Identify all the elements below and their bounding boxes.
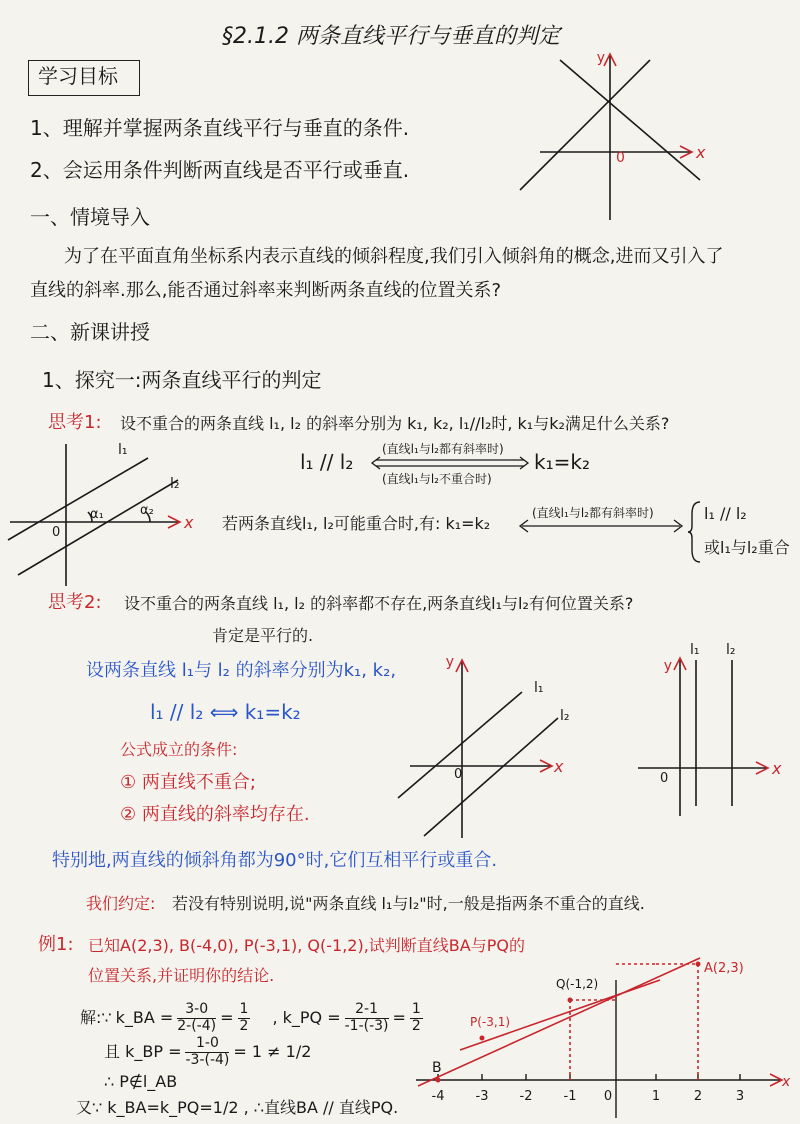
kbp-label: 且 k_BP = xyxy=(104,1042,182,1062)
line-up-right xyxy=(520,60,650,190)
tick-label: 0 xyxy=(603,1089,613,1104)
think1-parallel-graph xyxy=(0,440,210,590)
line-down-right xyxy=(560,60,700,180)
kba-res-num: 1 xyxy=(239,1001,249,1018)
l2-label: l₂ xyxy=(726,642,736,658)
agreement-label: 我们约定: xyxy=(86,894,156,913)
kpq-fraction xyxy=(345,1002,389,1034)
kbp-num: 1-0 xyxy=(185,1036,229,1052)
kba-den: 2-(-4) xyxy=(177,1017,217,1034)
origin-label: 0 xyxy=(616,150,625,166)
conclusion-line: 又∵ k_BA=k_PQ=1/2 , ∴直线BA // 直线PQ. xyxy=(76,1098,399,1117)
origin-label: 0 xyxy=(52,525,61,540)
think1-result2: 或l₁与l₂重合 xyxy=(704,538,790,557)
tick-label: -3 xyxy=(475,1089,489,1104)
x-label: x xyxy=(554,757,564,776)
conditions-heading: 公式成立的条件: xyxy=(120,740,238,759)
line-l2 xyxy=(424,718,558,836)
brace xyxy=(686,500,702,564)
point-b-label: B xyxy=(432,1060,442,1076)
tick-label: 1 xyxy=(651,1089,661,1104)
condition-2: ② 两直线的斜率均存在. xyxy=(120,804,310,825)
tick-label: 3 xyxy=(735,1089,745,1104)
kba-res-den: 2 xyxy=(239,1017,249,1034)
kpq-den: -1-(-3) xyxy=(344,1017,389,1034)
x-label: x xyxy=(782,1074,791,1090)
explore1-heading: 1、探究一:两条直线平行的判定 xyxy=(42,368,322,392)
l1-label: l₁ xyxy=(534,680,544,696)
x-label: x xyxy=(696,143,706,162)
solution-line2 xyxy=(104,1030,311,1074)
line-l1 xyxy=(398,692,522,798)
kba-eq: = xyxy=(220,1008,234,1028)
think1-line2-prefix: 若两条直线l₁, l₂可能重合时,有: k₁=k₂ xyxy=(222,514,491,533)
agreement-text: 若没有特别说明,说"两条直线 l₁与l₂"时,一般是指两条不重合的直线. xyxy=(172,894,645,913)
line-l2 xyxy=(18,480,178,575)
think2-answer: 肯定是平行的. xyxy=(212,626,314,645)
alpha2-label: α₂ xyxy=(140,503,154,518)
point-q-label: Q(-1,2) xyxy=(556,977,599,991)
x-label: x xyxy=(772,759,782,778)
l2-label: l₂ xyxy=(560,708,570,724)
line-l1 xyxy=(8,458,148,540)
line2-arrow xyxy=(518,520,684,532)
top-crossing-lines-graph xyxy=(520,50,740,230)
section1-text-line2: 直线的斜率.那么,能否通过斜率来判断两条直线的位置关系? xyxy=(30,280,501,301)
kba-label: k_BA = xyxy=(115,1008,174,1028)
think1-rhs: k₁=k₂ xyxy=(534,450,590,474)
tick-label: -2 xyxy=(519,1089,533,1104)
think1-line2-note: (直线l₁与l₂都有斜率时) xyxy=(532,506,654,520)
example-text-line2: 位置关系,并证明你的结论. xyxy=(88,966,275,985)
think2-question: 设不重合的两条直线 l₁, l₂ 的斜率都不存在,两条直线l₁与l₂有何位置关系? xyxy=(124,594,634,613)
example-label: 例1: xyxy=(38,934,74,955)
kpq-eq: = xyxy=(392,1008,406,1028)
x-label: x xyxy=(184,513,194,532)
kbp-fraction xyxy=(185,1036,229,1068)
section2-heading: 二、新课讲授 xyxy=(30,320,150,344)
kbp-den: -3-(-4) xyxy=(185,1051,230,1068)
example-text-line1: 已知A(2,3), B(-4,0), P(-3,1), Q(-1,2),试判断直线BA与PQ的 xyxy=(88,936,525,955)
l1-label: l₁ xyxy=(118,442,128,458)
objective-item-2: 2、会运用条件判断两直线是否平行或垂直. xyxy=(30,158,410,182)
l1-label: l₁ xyxy=(690,642,700,658)
objectives-heading: 学习目标 xyxy=(38,64,118,88)
tick-label: 2 xyxy=(693,1089,703,1104)
think1-result1: l₁ // l₂ xyxy=(704,504,747,523)
page-title: §2.1.2 两条直线平行与垂直的判定 xyxy=(222,24,560,49)
example-graph xyxy=(410,940,795,1120)
kbp-res: = 1 ≠ 1/2 xyxy=(233,1042,312,1062)
section1-heading: 一、情境导入 xyxy=(30,205,150,229)
think2-label: 思考2: xyxy=(48,592,102,613)
kba-num: 3-0 xyxy=(177,1002,216,1018)
kpq-res-num: 1 xyxy=(411,1001,421,1018)
special-note: 特别地,两直线的倾斜角都为90°时,它们互相平行或重合. xyxy=(52,850,498,871)
kpq-label: , k_PQ = xyxy=(272,1008,341,1028)
objective-item-1: 1、理解并掌握两条直线平行与垂直的条件. xyxy=(30,116,410,140)
y-label: y xyxy=(445,654,454,670)
think1-question: 设不重合的两条直线 l₁, l₂ 的斜率分别为 k₁, k₂, l₁//l₂时, k₁与k₂满足什么关系? xyxy=(120,414,670,433)
origin-label: 0 xyxy=(660,771,669,786)
blue-line1: 设两条直线 l₁与 l₂ 的斜率分别为k₁, k₂, xyxy=(86,660,397,681)
vertical-lines-graph xyxy=(630,630,790,820)
blue-line2: l₁ // l₂ ⟺ k₁=k₂ xyxy=(150,700,301,724)
therefore-line: ∴ P∉l_AB xyxy=(104,1072,178,1091)
point-p-label: P(-3,1) xyxy=(470,1015,511,1029)
tick-label: -1 xyxy=(563,1089,577,1104)
tick-label: -4 xyxy=(431,1089,445,1104)
think1-label: 思考1: xyxy=(48,412,102,433)
think1-lhs: l₁ // l₂ xyxy=(300,450,354,474)
point-a-label: A(2,3) xyxy=(704,961,744,976)
alpha1-label: α₁ xyxy=(90,507,104,522)
think1-lower-note: (直线l₁与l₂不重合时) xyxy=(382,472,492,486)
kpq-res-den: 2 xyxy=(411,1017,421,1034)
think1-upper-note: (直线l₁与l₂都有斜率时) xyxy=(382,442,504,456)
solution-label: 解:∵ xyxy=(80,1008,112,1028)
y-label: y xyxy=(596,50,605,66)
y-label: y xyxy=(663,658,672,674)
kpq-num: 2-1 xyxy=(345,1002,389,1018)
equivalence-arrow xyxy=(370,457,530,469)
middle-parallel-graph xyxy=(390,648,590,848)
origin-label: 0 xyxy=(454,767,463,782)
l2-label: l₂ xyxy=(170,476,180,492)
section1-text-line1: 为了在平面直角坐标系内表示直线的倾斜程度,我们引入倾斜角的概念,进而又引入了 xyxy=(64,246,724,267)
condition-1: ① 两直线不重合; xyxy=(120,772,256,793)
